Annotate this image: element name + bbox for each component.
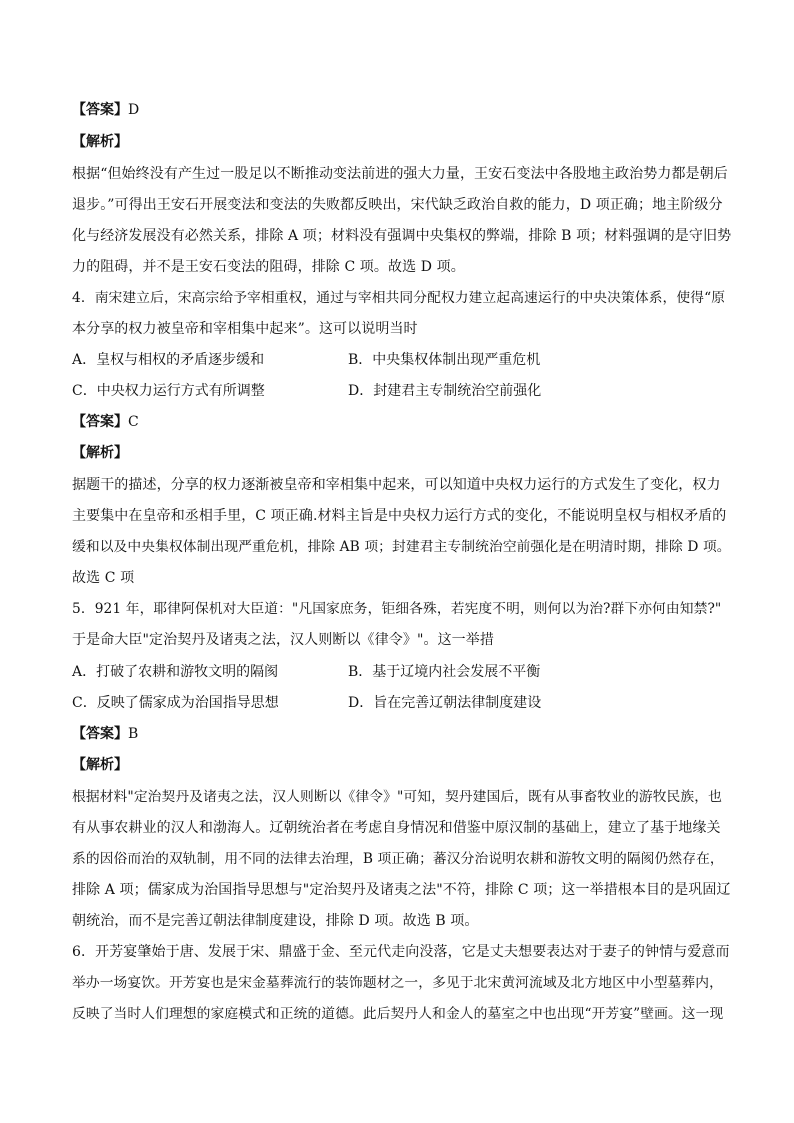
q4-analysis-line: 故选 C 项 xyxy=(72,570,135,586)
q5-analysis-line: 有从事农耕业的汉人和渤海人。辽朝统治者在考虑自身情况和借鉴中原汉制的基础上，建立了基于地缘关 xyxy=(72,820,721,836)
q5-stem-line: 5．921 年，耶律阿保机对大臣道："凡国家庶务，钜细各殊，若宪度不明，则何以为治?群下亦何由知禁?" xyxy=(72,601,722,617)
answer-label: 【答案】 xyxy=(72,726,128,742)
q5-analysis-line: 系的因俗而治的双轨制，用不同的法律去治理，B 项正确；蕃汉分治说明农耕和游牧文明的隔阂仍然存在， xyxy=(72,851,724,867)
q3-answer xyxy=(72,100,732,120)
q5-analysis-line: 排除 A 项；儒家成为治国指导思想与"定治契丹及诸夷之法"不符，排除 C 项；这一举措根本目的是巩固辽 xyxy=(72,882,731,898)
q6-stem-line: 6．开芳宴肇始于唐、发展于宋、鼎盛于金、至元代走向没落，它是丈夫想要表达对于妻子的钟情与爱意而 xyxy=(72,944,730,960)
answer-value: B xyxy=(128,726,139,742)
q5-stem-line: 于是命大臣"定治契丹及诸夷之法，汉人则断以《律令》"。这一举措 xyxy=(72,632,494,648)
q6-stem-line: 反映了当时人们理想的家庭模式和正统的道德。此后契丹人和金人的墓室之中也出现“开芳宴”壁画。这一现 xyxy=(72,1006,724,1022)
q5-analysis-line: 根据材料"定治契丹及诸夷之法，汉人则断以《律令》"可知，契丹建国后，既有从事畜牧业的游牧民族，也 xyxy=(72,789,722,805)
q6-stem-line: 举办一场宴饮。开芳宴也是宋金墓葬流行的装饰题材之一，多见于北宋黄河流域及北方地区中小型墓葬内， xyxy=(72,975,723,991)
answer-label: 【答案】 xyxy=(72,414,128,430)
q4-option-a: A．皇权与相权的矛盾逐步缓和 xyxy=(72,352,265,368)
answer-label: 【答案】 xyxy=(72,102,128,118)
q5-analysis-line: 朝统治，而不是完善辽朝法律制度建设，排除 D 项。故选 B 项。 xyxy=(72,913,479,929)
q4-analysis-line: 主要集中在皇帝和丞相手里，C 项正确.材料主旨是中央权力运行方式的变化，不能说明皇权与相权矛盾的 xyxy=(72,508,727,524)
q3-analysis-line: 化与经济发展没有必然关系，排除 A 项；材料没有强调中央集权的弊端，排除 B 项；材料强调的是守旧势 xyxy=(72,228,732,244)
q5-option-b: B．基于辽境内社会发展不平衡 xyxy=(348,664,541,680)
q3-analysis-label: 【解析】 xyxy=(72,134,128,150)
q4-analysis-label: 【解析】 xyxy=(72,445,128,461)
q4-answer xyxy=(72,412,732,432)
q4-option-b: B．中央集权体制出现严重危机 xyxy=(348,352,541,368)
q4-stem-line: 本分享的权力被皇帝和宰相集中起来”。这可以说明当时 xyxy=(72,321,418,337)
q4-option-c: C．中央权力运行方式有所调整 xyxy=(72,383,265,399)
q4-stem-line: 4．南宋建立后，宋高宗给予宰相重权，通过与宰相共同分配权力建立起高速运行的中央决策体系，使得“原 xyxy=(72,290,726,306)
q4-analysis-line: 据题干的描述，分享的权力逐渐被皇帝和宰相集中起来，可以知道中央权力运行的方式发生了变化，权力 xyxy=(72,477,721,493)
q5-option-d: D．旨在完善辽朝法律制度建设 xyxy=(348,695,542,711)
q5-analysis-label: 【解析】 xyxy=(72,757,128,773)
q5-option-a: A．打破了农耕和游牧文明的隔阂 xyxy=(72,664,279,680)
answer-value: C xyxy=(128,414,139,430)
answer-value: D xyxy=(128,102,140,118)
q4-analysis-line: 缓和以及中央集权体制出现严重危机，排除 AB 项；封建君主专制统治空前强化是在明清时期，排除 D 项。 xyxy=(72,539,731,555)
q3-analysis-line: 退步。”可得出王安石开展变法和变法的失败都反映出，宋代缺乏政治自救的能力，D 项正确；地主阶级分 xyxy=(72,197,723,213)
q5-option-c: C．反映了儒家成为治国指导思想 xyxy=(72,695,279,711)
q4-option-d: D．封建君主专制统治空前强化 xyxy=(348,383,542,399)
q5-answer xyxy=(72,724,732,744)
q3-analysis-line: 力的阻碍，并不是王安石变法的阻碍，排除 C 项。故选 D 项。 xyxy=(72,259,465,275)
q3-analysis-line: 根据“但始终没有产生过一股足以不断推动变法前进的强大力量，王安石变法中各股地主政治势力都是朝后 xyxy=(72,166,728,182)
